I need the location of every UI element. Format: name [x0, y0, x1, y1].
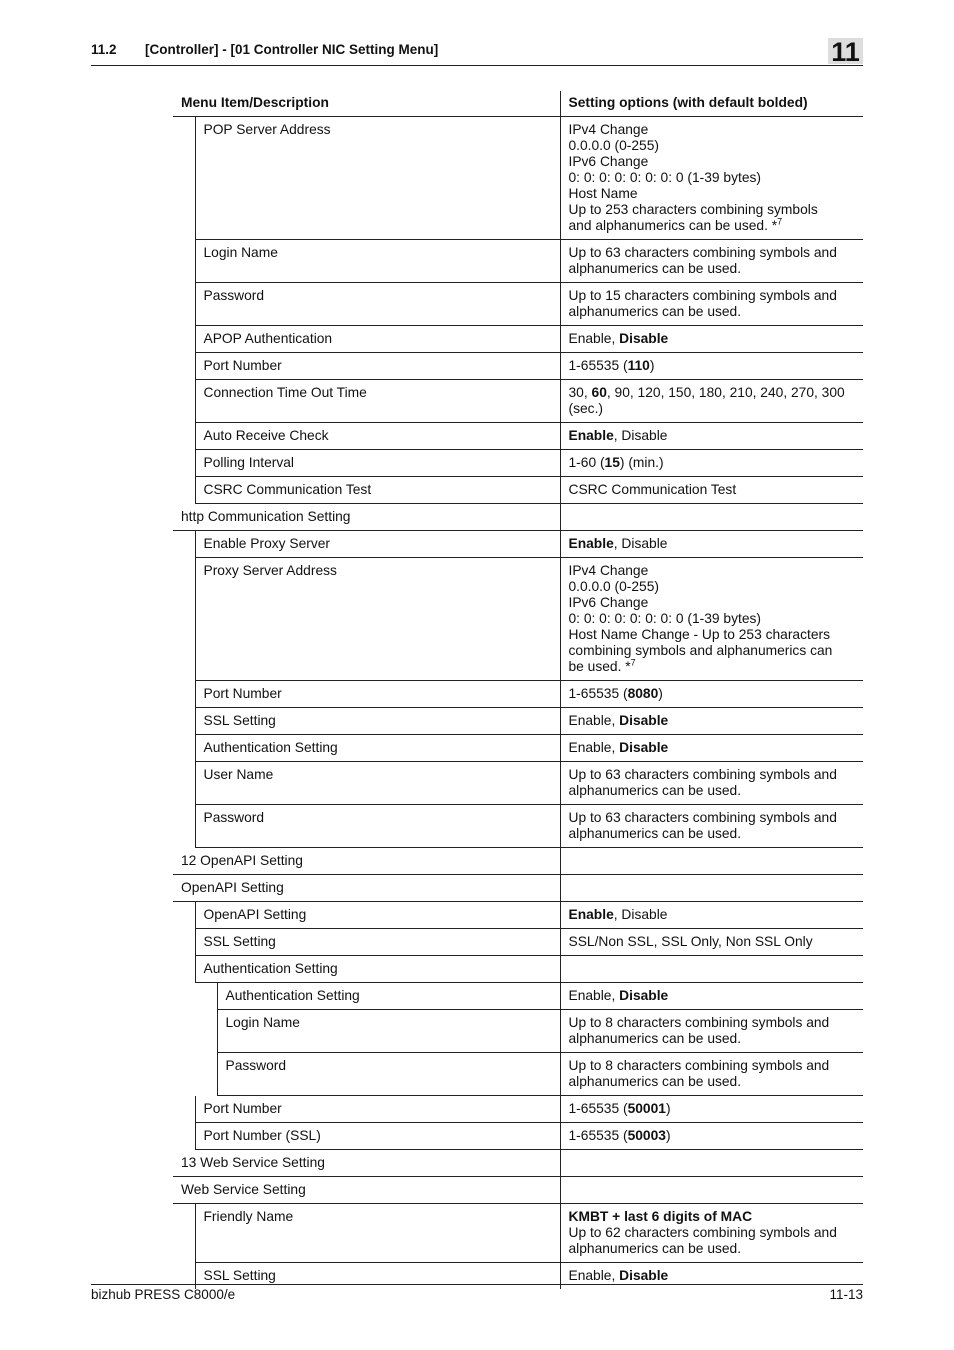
option-text: alphanumerics can be used.: [568, 1241, 742, 1256]
option-text: , Disable: [613, 536, 668, 551]
setting-option-line: [569, 358, 860, 374]
option-text: 0: 0: 0: 0: 0: 0: 0: 0 (1-39 bytes): [568, 170, 761, 185]
indent-gutter: [195, 1010, 217, 1053]
setting-options: [560, 1150, 863, 1177]
setting-options: [560, 1053, 863, 1096]
default-option: Enable: [568, 536, 614, 551]
table-row: [173, 708, 863, 735]
menu-item-label: Authentication Setting: [217, 983, 560, 1010]
indent-gutter: [173, 708, 195, 735]
menu-item-label: Proxy Server Address: [195, 558, 560, 681]
option-text: Enable,: [568, 331, 620, 346]
setting-options: [560, 504, 863, 531]
table-row: [173, 848, 863, 875]
table-row: [173, 805, 863, 848]
col-header-item: Menu Item/Description: [173, 91, 560, 117]
footer-rule: [91, 1284, 863, 1285]
setting-option-line: [569, 245, 860, 261]
setting-option-line: [569, 304, 860, 320]
indent-gutter: [173, 450, 195, 477]
menu-item-label: 12 OpenAPI Setting: [173, 848, 560, 875]
setting-options: [560, 450, 863, 477]
option-text: Up to 62 characters combining symbols and: [568, 1225, 837, 1240]
setting-options: [560, 681, 863, 708]
menu-item-label: User Name: [195, 762, 560, 805]
setting-options: [560, 1123, 863, 1150]
indent-gutter: [173, 240, 195, 283]
default-option: 15: [604, 455, 620, 470]
menu-item-label: Port Number (SSL): [195, 1123, 560, 1150]
table-row: [173, 762, 863, 805]
menu-item-label: Login Name: [195, 240, 560, 283]
setting-options: [560, 240, 863, 283]
menu-item-label: Login Name: [217, 1010, 560, 1053]
chapter-tab: 11: [828, 38, 863, 64]
settings-table: [173, 91, 863, 1289]
setting-option-line: [569, 1128, 860, 1144]
table-row: [173, 1263, 863, 1290]
setting-options: [560, 353, 863, 380]
option-text: IPv4 Change: [568, 122, 649, 137]
setting-options: [560, 762, 863, 805]
setting-option-line: [569, 783, 860, 799]
indent-gutter: [173, 1123, 195, 1150]
setting-option-line: [569, 595, 860, 611]
setting-option-line: [569, 385, 860, 401]
table-row: [173, 450, 863, 477]
option-text: alphanumerics can be used.: [568, 1074, 742, 1089]
setting-option-line: [569, 810, 860, 826]
option-text: Up to 8 characters combining symbols and: [568, 1058, 830, 1073]
menu-item-label: Port Number: [195, 1096, 560, 1123]
setting-options: [560, 558, 863, 681]
option-text: 1-65535 (: [568, 358, 628, 373]
indent-gutter: [173, 558, 195, 681]
indent-gutter: [173, 681, 195, 708]
menu-item-label: Password: [217, 1053, 560, 1096]
table-row: [173, 283, 863, 326]
table-row: [173, 929, 863, 956]
setting-options: [560, 326, 863, 353]
setting-option-line: [569, 627, 860, 643]
table-row: [173, 681, 863, 708]
setting-option-line: [569, 218, 860, 234]
table-row: [173, 1053, 863, 1096]
menu-item-label: CSRC Communication Test: [195, 477, 560, 504]
menu-item-label: Port Number: [195, 681, 560, 708]
table-row: [173, 477, 863, 504]
indent-gutter: [173, 956, 195, 983]
setting-options: [560, 117, 863, 240]
option-text: ) (min.): [619, 455, 664, 470]
footnote-ref: 7: [777, 216, 783, 227]
option-text: (sec.): [568, 401, 603, 416]
setting-options: [560, 875, 863, 902]
option-text: and alphanumerics can be used. *: [568, 218, 778, 233]
indent-gutter: [173, 735, 195, 762]
indent-gutter: [173, 1096, 195, 1123]
setting-option-line: [569, 740, 860, 756]
setting-options: [560, 531, 863, 558]
setting-option-line: [569, 154, 860, 170]
indent-gutter: [173, 762, 195, 805]
setting-option-line: [569, 659, 860, 675]
option-text: Enable,: [568, 713, 620, 728]
setting-option-line: [569, 767, 860, 783]
menu-item-label: SSL Setting: [195, 929, 560, 956]
option-text: Host Name Change - Up to 253 characters: [568, 627, 831, 642]
option-text: Enable,: [568, 988, 620, 1003]
setting-option-line: [569, 202, 860, 218]
option-text: alphanumerics can be used.: [568, 261, 742, 276]
setting-options: [560, 956, 863, 983]
option-text: Up to 15 characters combining symbols and: [568, 288, 837, 303]
setting-option-line: [569, 713, 860, 729]
table-row: [173, 1204, 863, 1263]
table-row: [173, 531, 863, 558]
menu-item-label: http Communication Setting: [173, 504, 560, 531]
table-row: [173, 1010, 863, 1053]
indent-gutter: [173, 477, 195, 504]
default-option: 50003: [627, 1128, 666, 1143]
setting-option-line: [569, 455, 860, 471]
setting-option-line: [569, 170, 860, 186]
setting-options: [560, 708, 863, 735]
setting-option-line: [569, 988, 860, 1004]
option-text: 1-65535 (: [568, 1101, 628, 1116]
table-row: [173, 504, 863, 531]
option-text: 1-65535 (: [568, 1128, 628, 1143]
table-row: [173, 423, 863, 450]
menu-item-label: Authentication Setting: [195, 956, 560, 983]
table-row: [173, 1123, 863, 1150]
option-text: Up to 63 characters combining symbols and: [568, 245, 837, 260]
option-text: Up to 63 characters combining symbols and: [568, 810, 837, 825]
default-option: Disable: [619, 988, 669, 1003]
option-text: SSL/Non SSL, SSL Only, Non SSL Only: [568, 934, 813, 949]
default-option: Enable: [568, 428, 614, 443]
menu-item-label: Password: [195, 283, 560, 326]
option-text: ): [658, 686, 663, 701]
option-text: ): [665, 1128, 671, 1143]
section-number: 11.2: [91, 42, 117, 57]
setting-option-line: [569, 1268, 860, 1284]
default-option: 8080: [627, 686, 659, 701]
option-text: alphanumerics can be used.: [568, 826, 742, 841]
option-text: Up to 253 characters combining symbols: [568, 202, 818, 217]
setting-option-line: [569, 428, 860, 444]
setting-options: [560, 1010, 863, 1053]
menu-item-label: Web Service Setting: [173, 1177, 560, 1204]
table-row: [173, 735, 863, 762]
setting-options: [560, 477, 863, 504]
option-text: be used. *: [568, 659, 631, 674]
setting-options: [560, 902, 863, 929]
option-text: alphanumerics can be used.: [568, 1031, 742, 1046]
indent-gutter: [173, 1010, 195, 1053]
option-text: alphanumerics can be used.: [568, 304, 742, 319]
setting-option-line: [569, 138, 860, 154]
option-text: Up to 63 characters combining symbols and: [568, 767, 837, 782]
option-text: 30,: [568, 385, 592, 400]
setting-option-line: [569, 288, 860, 304]
setting-options: [560, 380, 863, 423]
table-row: [173, 326, 863, 353]
indent-gutter: [195, 983, 217, 1010]
option-text: Enable,: [568, 1268, 620, 1283]
footnote-ref: 7: [630, 657, 636, 668]
menu-item-label: Auto Receive Check: [195, 423, 560, 450]
footer-page-number: 11-13: [829, 1287, 863, 1302]
option-text: , Disable: [613, 907, 668, 922]
setting-option-line: [569, 579, 860, 595]
default-option: KMBT + last 6 digits of MAC: [568, 1209, 753, 1224]
setting-option-line: [569, 907, 860, 923]
menu-item-label: Connection Time Out Time: [195, 380, 560, 423]
setting-option-line: [569, 1225, 860, 1241]
setting-options: [560, 735, 863, 762]
setting-option-line: [569, 611, 860, 627]
indent-gutter: [173, 1263, 195, 1290]
indent-gutter: [173, 531, 195, 558]
default-option: Disable: [619, 713, 669, 728]
indent-gutter: [173, 283, 195, 326]
menu-item-label: Enable Proxy Server: [195, 531, 560, 558]
setting-option-line: [569, 122, 860, 138]
table-row: [173, 875, 863, 902]
indent-gutter: [173, 117, 195, 240]
table-row: [173, 1096, 863, 1123]
option-text: , 90, 120, 150, 180, 210, 240, 270, 300: [606, 385, 845, 400]
setting-option-line: [569, 643, 860, 659]
indent-gutter: [173, 326, 195, 353]
setting-options: [560, 1263, 863, 1290]
option-text: alphanumerics can be used.: [568, 783, 742, 798]
option-text: 0.0.0.0 (0-255): [568, 138, 660, 153]
setting-option-line: [569, 1058, 860, 1074]
table-row: [173, 558, 863, 681]
option-text: ): [665, 1101, 671, 1116]
table-row: [173, 902, 863, 929]
option-text: combining symbols and alphanumerics can: [568, 643, 833, 658]
table-row: [173, 1177, 863, 1204]
setting-option-line: [569, 1015, 860, 1031]
setting-option-line: [569, 401, 860, 417]
setting-options: [560, 848, 863, 875]
indent-gutter: [195, 1053, 217, 1096]
option-text: 1-65535 (: [568, 686, 628, 701]
option-text: CSRC Communication Test: [568, 482, 737, 497]
option-text: Host Name: [568, 186, 638, 201]
menu-item-label: Polling Interval: [195, 450, 560, 477]
setting-option-line: [569, 1074, 860, 1090]
table-row: [173, 956, 863, 983]
setting-options: [560, 929, 863, 956]
menu-item-label: POP Server Address: [195, 117, 560, 240]
default-option: 110: [627, 358, 650, 373]
indent-gutter: [173, 805, 195, 848]
option-text: IPv4 Change: [568, 563, 649, 578]
table-row: [173, 240, 863, 283]
option-text: IPv6 Change: [568, 154, 649, 169]
setting-option-line: [569, 686, 860, 702]
setting-option-line: [569, 563, 860, 579]
setting-options: [560, 1177, 863, 1204]
option-text: 1-60 (: [568, 455, 605, 470]
menu-item-label: OpenAPI Setting: [195, 902, 560, 929]
setting-option-line: [569, 331, 860, 347]
table-row: [173, 1150, 863, 1177]
default-option: Enable: [568, 907, 614, 922]
table-header-row: [173, 91, 863, 117]
option-text: IPv6 Change: [568, 595, 649, 610]
footer-product: bizhub PRESS C8000/e: [91, 1287, 236, 1302]
menu-item-label: 13 Web Service Setting: [173, 1150, 560, 1177]
default-option: Disable: [619, 1268, 669, 1283]
table-row: [173, 380, 863, 423]
default-option: Disable: [619, 740, 669, 755]
setting-option-line: [569, 482, 860, 498]
indent-gutter: [173, 1204, 195, 1263]
menu-item-label: SSL Setting: [195, 708, 560, 735]
menu-item-label: Port Number: [195, 353, 560, 380]
setting-option-line: [569, 1209, 860, 1225]
menu-item-label: Friendly Name: [195, 1204, 560, 1263]
menu-item-label: OpenAPI Setting: [173, 875, 560, 902]
indent-gutter: [173, 353, 195, 380]
setting-option-line: [569, 186, 860, 202]
setting-options: [560, 983, 863, 1010]
setting-options: [560, 283, 863, 326]
default-option: 50001: [627, 1101, 666, 1116]
setting-options: [560, 805, 863, 848]
menu-item-label: Password: [195, 805, 560, 848]
option-text: 0.0.0.0 (0-255): [568, 579, 660, 594]
menu-item-label: SSL Setting: [195, 1263, 560, 1290]
setting-option-line: [569, 826, 860, 842]
option-text: Up to 8 characters combining symbols and: [568, 1015, 830, 1030]
default-option: Disable: [619, 331, 669, 346]
indent-gutter: [173, 1053, 195, 1096]
option-text: , Disable: [613, 428, 668, 443]
header-rule: [91, 65, 863, 66]
option-text: Enable,: [568, 740, 620, 755]
running-header: [91, 42, 438, 57]
indent-gutter: [173, 929, 195, 956]
setting-option-line: [569, 261, 860, 277]
indent-gutter: [173, 380, 195, 423]
table-row: [173, 983, 863, 1010]
setting-option-line: [569, 934, 860, 950]
indent-gutter: [173, 902, 195, 929]
setting-options: [560, 423, 863, 450]
setting-option-line: [569, 1101, 860, 1117]
section-title: [Controller] - [01 Controller NIC Setting Menu]: [145, 42, 439, 57]
setting-option-line: [569, 536, 860, 552]
table-row: [173, 353, 863, 380]
setting-option-line: [569, 1241, 860, 1257]
option-text: ): [649, 358, 655, 373]
default-option: 60: [591, 385, 607, 400]
menu-item-label: Authentication Setting: [195, 735, 560, 762]
setting-options: [560, 1204, 863, 1263]
option-text: 0: 0: 0: 0: 0: 0: 0: 0 (1-39 bytes): [568, 611, 761, 626]
menu-item-label: APOP Authentication: [195, 326, 560, 353]
indent-gutter: [173, 983, 195, 1010]
table-row: [173, 117, 863, 240]
indent-gutter: [173, 423, 195, 450]
setting-options: [560, 1096, 863, 1123]
col-header-options: Setting options (with default bolded): [560, 91, 863, 117]
setting-option-line: [569, 1031, 860, 1047]
